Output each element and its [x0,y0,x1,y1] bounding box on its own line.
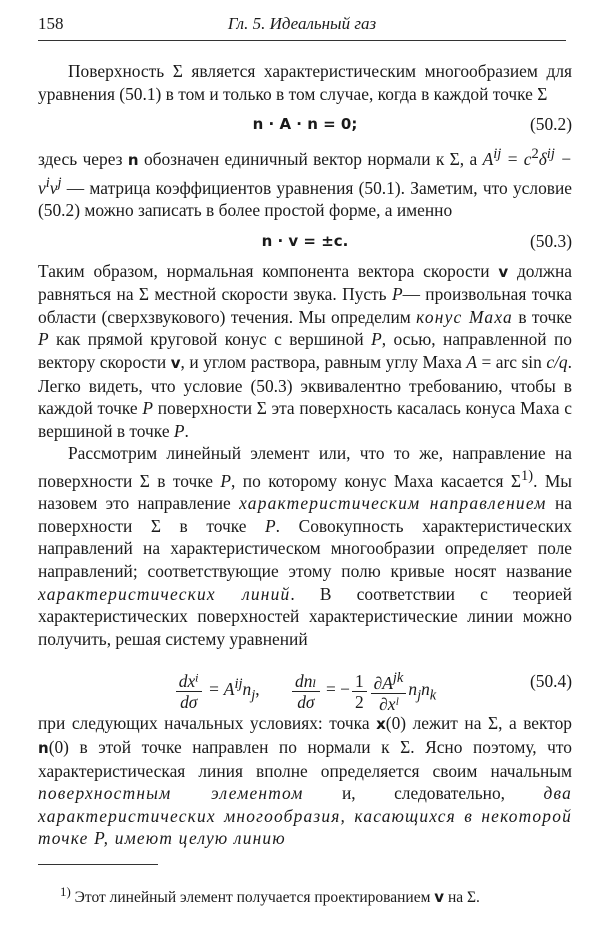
term-characteristic-direction: характеристическим направлением [239,493,547,514]
equation-50-3 [38,222,572,260]
footnote: $^{1)}$ Этот линейный элемент получается проектированием v на Σ. [60,884,480,907]
equation-50-2 [38,105,572,143]
paragraph-4: Рассмотрим линейный элемент или, что то же, направление на поверхности Σ в точке P, по которому конус Маха касается $\Sigma^{1)}$. Мы назовем это направление характеристическим направлением на поверхности Σ в точке P. Совокупность характеристических направлений на характеристическом многообразии определяет поле направлений; соответствующие этому полю кривые носят название характеристических линий. В соответствии с теорией характеристических поверхностей характеристические линии можно получить, решая систему уравнений [38,443,572,649]
chapter-title: Гл. 5. Идеальный газ [227,14,377,33]
footnote-mark: 1) [60,884,71,899]
equation-body: $\frac{\text{dxⁱ}}{d\sigma}$ = $A^{ij}n_j$, $\frac{\text{dnₗ}}{d\sigma}$ = − $\frac{1}{2}$ $\frac{\partial A^{jk}}{\text{∂xˡ}}$ $n_jn_k$ [38,668,572,714]
term-surface-element: поверхностным элементом [38,783,304,804]
paragraph-2: здесь через n обозначен единичный вектор нормали к Σ, а $A^{ij} = c^2\delta^{ij} - v^iv^j$ — матрица коэффициентов уравнения (50.1). Заметим, что условие (50.2) можно записать в более простой форме, а именно [38,146,572,220]
paragraph-3: Таким образом, нормальная компонента вектора скорости v должна равняться на Σ местной скорости звука. Пусть P— произвольная точка области (сверхзвукового) течения. Мы определим конус Маха в точке P как прямой круговой конус с вершиной P, осью, направленной по вектору скорости v, и углом раствора, равным углу Маха A = arc sin c/q. Легко видеть, что условие (50.3) эквивалентно требованию, чтобы в каждой точке P поверхности Σ эта поверхность касалась конуса Маха с вершиной в точке P. [38,260,573,441]
page-number: 158 [38,14,64,33]
equation-number: (50.3) [529,230,572,251]
header-rule [38,40,566,41]
term-two-manifolds: два характеристических многообразия, касающихся в некоторой точке P, имеют целую линию [38,783,572,849]
equation-number: (50.4) [529,671,572,692]
term-characteristic-lines: характеристических линий [38,583,291,604]
equation-body: n · A · n = 0; [252,115,358,134]
footnote-ref: 1) [520,467,534,484]
page-body [38,60,572,850]
footnote-rule [38,864,158,865]
paragraph-5: при следующих начальных условиях: точка x(0) лежит на Σ, а вектор n(0) в этой точке направлен по нормали к Σ. Ясно поэтому, что характеристическая линия вполне определяется своим начальным поверхностным элементом и, следовательно, два характеристических многообразия, касающихся в некоторой точке P, имеют целую линию [38,713,573,849]
equation-number: (50.2) [529,114,572,135]
term-mach-cone: конус Маха [416,306,513,327]
running-header [38,12,566,38]
equation-body: n · v = ±c. [261,231,349,250]
equation-50-4 [38,650,572,715]
footnote-text: Этот линейный элемент получается проектированием [74,889,431,907]
paragraph-1: Поверхность Σ является характеристическим многообразием для уравнения (50.1) в том и только в том случае, когда в каждой точке Σ [38,61,572,104]
